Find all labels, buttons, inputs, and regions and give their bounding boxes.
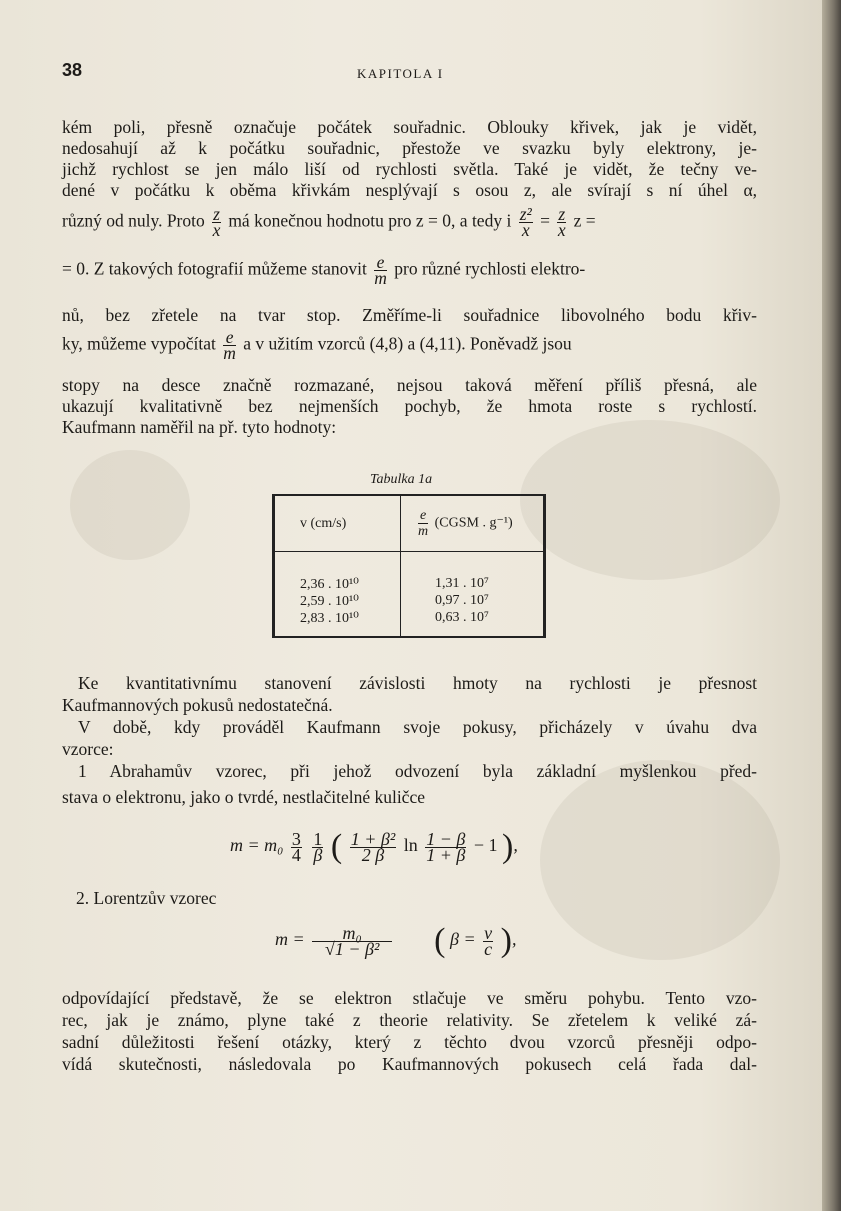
fraction-z-over-x: $\frac{z}{x}$ [212,204,221,240]
left-paren: ( [434,922,446,959]
text-line: vídá skutečnosti, následovala po Kaufmannových pokusech celá řada dal- [62,1054,757,1074]
line-with-fraction [62,327,757,372]
table-cell: 2,36 . 10¹⁰ [300,577,359,592]
fraction-1-plus-beta2: $\frac{\text{1 + β²}}{2 \beta}$ [350,828,396,865]
chapter-title: KAPITOLA I [357,66,444,81]
table-cell: 0,63 . 10⁷ [435,610,489,625]
text-line: 2. Lorentzův vzorec [76,888,217,908]
fraction-3-over-4: $\frac{3}{4}$ [291,828,301,865]
table-caption: Tabulka 1a [370,472,433,487]
formula-lhs: m = m₀ [230,835,284,856]
right-paren: ) [502,828,514,865]
formula-lhs: m = [275,929,305,950]
line-with-fraction [62,252,757,297]
fraction-z2-over-x: $\frac{\text{z²}}{x}$ [519,204,532,240]
text-line: odpovídající představě, že se elektron stlačuje ve směru pohybu. Tento vzo- [62,988,757,1008]
text-segment: a v užitím vzorců (4,8) a (4,11). Poněvadž jsou [243,333,572,354]
formula-tail: − 1 [473,835,498,856]
text-line: vzorce: [62,739,114,759]
text-line: 1 Abrahamův vzorec, při jehož odvození byla základní myšlenkou před- [78,761,757,781]
column-header-em: $\frac{e}{m}$ (CGSM . g⁻¹) [418,508,513,539]
fraction-1-minus-beta: $\frac{1 - \beta}{1 + \beta}$ [426,828,466,865]
beta-definition: β = [449,929,476,950]
fraction-m0-over-sqrt: $\frac{\text{m₀}}{\text{√1 − β²}}$ [312,926,392,957]
table-cell: 2,83 . 10¹⁰ [300,611,359,626]
line-with-fractions: různý od nuly. Proto $\frac{z}{x}$ má konečnou hodnotu pro z = 0, a tedy i $\frac{\text{z²}}{x}$ = $\frac{z}{x}$ z = [62,204,596,240]
lorentz-formula: m = $\frac{\text{m₀}}{\text{√1 − β²}}$ ( β = $\frac{v}{c}$ ), [275,922,517,959]
text-line: stava o elektronu, jako o tvrdé, nestlačitelné kuličce [62,787,425,807]
text-line: nů, bez zřetele na tvar stop. Změříme-li souřadnice libovolného bodu křiv- [62,305,757,325]
paragraph-1-cont [62,305,757,326]
text-line: V době, kdy prováděl Kaufmann svoje pokusy, přicházely v úvahu dva [78,717,757,737]
fraction-z-over-x: $\frac{z}{x}$ [557,204,566,240]
page-number: 38 [62,60,83,80]
text-line: nedosahují až k počátku souřadnic, přestože ve svazku byly elektrony, je- [62,138,757,158]
text-line: kém poli, přesně označuje počátek souřadnic. Oblouky křivek, jak je vidět, [62,117,757,137]
item-2 [62,888,757,909]
fraction-e-over-m: $\frac{e}{m}$ [418,508,429,539]
book-spine-edge [822,0,841,1211]
text-segment: má konečnou hodnotu pro z = 0, a tedy i [228,210,512,231]
table-cell: 2,59 . 10¹⁰ [300,594,359,609]
text-segment: = 0. Z takových fotografií můžeme stanovit [62,258,367,279]
text-line: Ke kvantitativnímu stanovení závislosti hmoty na rychlosti je přesnost [78,673,757,693]
ln-operator: ln [403,835,418,856]
data-table [272,494,546,638]
fraction-e-over-m: $\frac{e}{m}$ [374,252,387,288]
fraction-1-over-beta: $\frac{1}{\beta}$ [313,828,323,865]
text-segment: ky, můžeme vypočítat [62,333,216,354]
page-header [0,60,822,84]
text-line: Kaufmann naměřil na př. tyto hodnoty: [62,417,337,437]
right-paren: ) [500,922,512,959]
text-line: sadní důležitosti řešení otázky, který z těchto dvou vzorců přesněji odpo- [62,1032,757,1052]
column-header-velocity: v (cm/s) [300,516,347,531]
text-line: jichž rychlost se jen málo liší od rychlosti světla. Také je vidět, že tečny ve- [62,159,757,179]
bleed-through-smudge [70,450,190,560]
paragraph-3 [62,987,757,1075]
text-line: rec, jak je známo, plyne také z theorie relativity. Se zřetelem k veliké zá- [62,1010,757,1030]
text-line: stopy na desce značně rozmazané, nejsou taková měření příliš přesná, ale [62,375,757,395]
text-segment: různý od nuly. Proto [62,210,205,231]
paragraph-2 [62,672,757,808]
column-divider [400,496,401,636]
paragraph-1 [62,117,757,201]
paragraph-1-end [62,375,757,438]
bleed-through-smudge [520,420,780,580]
fraction-e-over-m: $\frac{e}{m}$ [223,327,236,363]
table-cell: 0,97 . 10⁷ [435,593,489,608]
fraction-v-over-c: $\frac{v}{c}$ [484,922,493,959]
text-line: ukazují kvalitativně bez nejmenších pochyb, že hmota roste s rychlostí. [62,396,757,416]
text-segment: pro různé rychlosti elektro- [394,258,586,279]
table-cell: 1,31 . 10⁷ [435,576,489,591]
abraham-formula: m = m₀ $\frac{3}{4}$ $\frac{1}{\beta}$ ( $\frac{\text{1 + β²}}{2 \beta}$ ln $\frac{1 - \beta}{1 + \beta}$ − 1 ), [230,828,518,865]
text-line: Kaufmannových pokusů nedostatečná. [62,695,333,715]
text-line: dené v počátku k oběma křivkám nesplývají s osou z, ale svírají s ní úhel α, [62,180,757,200]
text-segment: z = [573,210,596,231]
table-header-row [275,496,543,552]
left-paren: ( [330,828,343,865]
